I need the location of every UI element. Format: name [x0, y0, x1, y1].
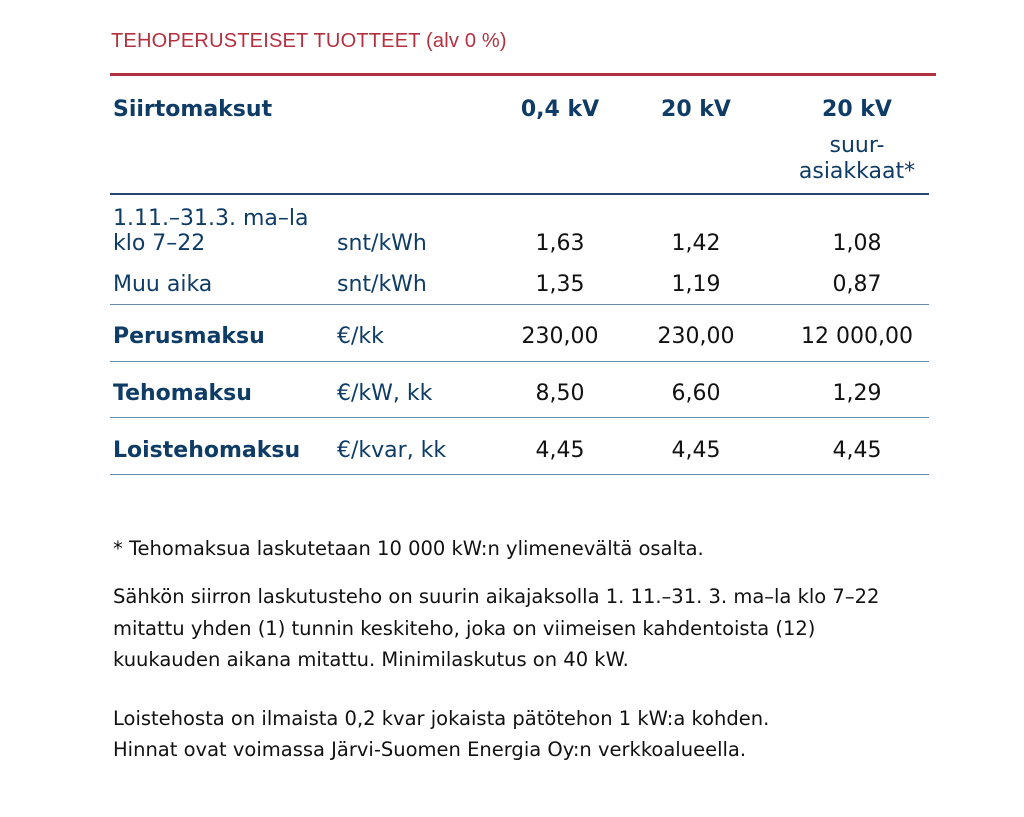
value-0-4kv: 4,45 [535, 438, 585, 463]
note-paragraph-line: Loistehosta on ilmaista 0,2 kvar jokaista pätötehon 1 kW:a kohden. [113, 707, 770, 730]
value-0-4kv: 230,00 [521, 324, 599, 349]
note-paragraph-line: Sähkön siirron laskutusteho on suurin aikajaksolla 1. 11.–31. 3. ma–la klo 7–22 [113, 585, 880, 608]
row-divider [110, 417, 929, 418]
note-paragraph-line: mitattu yhden (1) tunnin keskiteho, joka on viimeisen kahdentoista (12) [113, 617, 816, 640]
value-20kv: 1,19 [671, 272, 721, 297]
section-heading: TEHOPERUSTEISET TUOTTEET (alv 0 %) [111, 30, 507, 52]
value-20kv-large: 4,45 [832, 438, 882, 463]
value-0-4kv: 1,63 [535, 231, 585, 256]
column-header-20kv-large: 20 kV [822, 97, 892, 122]
value-0-4kv: 1,35 [535, 272, 585, 297]
row-label: Tehomaksu [113, 381, 252, 406]
value-20kv-large: 0,87 [832, 272, 882, 297]
value-20kv: 6,60 [671, 381, 721, 406]
column-header-20kv: 20 kV [661, 97, 731, 122]
row-unit: snt/kWh [337, 231, 427, 256]
note-paragraph-line: kuukauden aikana mitattu. Minimilaskutus on 40 kW. [113, 648, 629, 671]
row-divider [110, 304, 929, 305]
column-subheader-line2: asiakkaat* [798, 159, 916, 184]
header-divider [110, 193, 929, 195]
row-label-line2: klo 7–22 [113, 231, 206, 256]
value-20kv-large: 1,29 [832, 381, 882, 406]
row-label: Loistehomaksu [113, 438, 301, 463]
table-bottom-divider [110, 474, 929, 475]
column-subheader-line1: suur- [829, 133, 885, 158]
row-label-line1: 1.11.–31.3. ma–la [113, 206, 309, 231]
value-20kv: 1,42 [671, 231, 721, 256]
row-unit: snt/kWh [337, 272, 427, 297]
row-label: Perusmaksu [113, 324, 265, 349]
value-20kv-large: 12 000,00 [801, 324, 913, 349]
table-title: Siirtomaksut [113, 97, 273, 122]
value-20kv: 230,00 [657, 324, 735, 349]
row-label: Muu aika [113, 272, 213, 297]
note-paragraph-line: Hinnat ovat voimassa Järvi-Suomen Energia Oy:n verkkoalueella. [113, 738, 747, 761]
heading-divider [110, 73, 936, 76]
footnote: * Tehomaksua laskutetaan 10 000 kW:n ylimenevältä osalta. [113, 537, 704, 560]
row-divider [110, 361, 929, 362]
value-0-4kv: 8,50 [535, 381, 585, 406]
value-20kv-large: 1,08 [832, 231, 882, 256]
row-unit: €/kW, kk [337, 381, 433, 406]
value-20kv: 4,45 [671, 438, 721, 463]
column-header-0-4kv: 0,4 kV [520, 97, 600, 122]
row-unit: €/kk [337, 324, 384, 349]
row-unit: €/kvar, kk [337, 438, 447, 463]
